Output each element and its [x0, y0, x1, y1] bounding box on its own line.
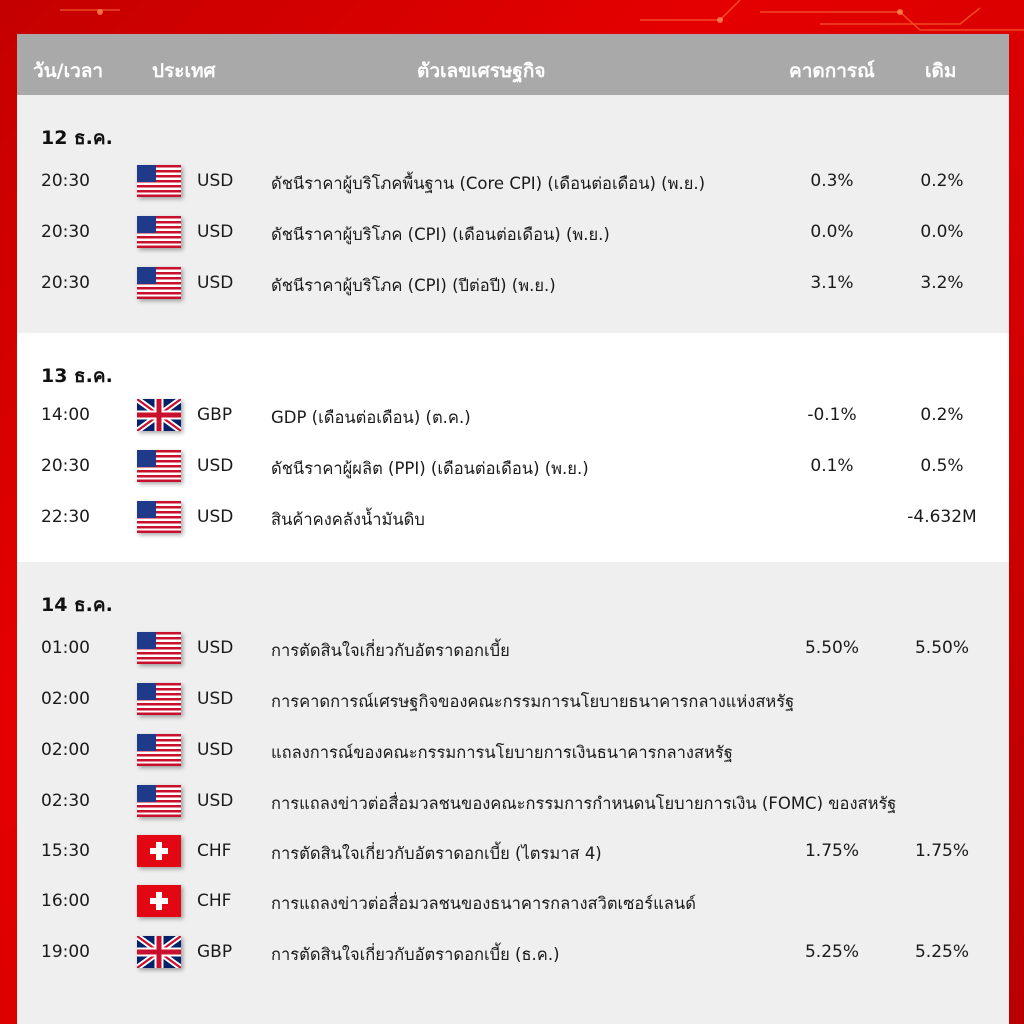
table-row — [17, 885, 1009, 921]
event-name: การแถลงข่าวต่อสื่อมวลชนของธนาคารกลางสวิตเซอร์แลนด์ — [271, 894, 696, 913]
previous-value: 5.25% — [914, 942, 969, 962]
previous-value: 0.5% — [920, 456, 964, 476]
event-name: แถลงการณ์ของคณะกรรมการนโยบายการเงินธนาคารกลางสหรัฐ — [271, 743, 733, 762]
event-time: 20:30 — [41, 456, 90, 476]
table-row — [17, 936, 1009, 972]
us-flag-icon — [137, 785, 181, 817]
uk-flag-icon — [137, 399, 181, 431]
us-flag-icon — [137, 267, 181, 299]
table-row — [17, 835, 1009, 871]
event-name: การตัดสินใจเกี่ยวกับอัตราดอกเบี้ย (ไตรมาส 4) — [271, 844, 602, 863]
previous-value: 3.2% — [920, 273, 964, 293]
table-row — [17, 267, 1009, 303]
table-row — [17, 632, 1009, 668]
currency-code: USD — [197, 791, 234, 811]
event-name: การตัดสินใจเกี่ยวกับอัตราดอกเบี้ย (ธ.ค.) — [271, 945, 560, 964]
day-section-12-dec — [17, 95, 1009, 333]
previous-value: 0.2% — [920, 405, 964, 425]
previous-value: 0.0% — [920, 222, 964, 242]
swiss-flag-icon — [137, 835, 181, 867]
us-flag-icon — [137, 165, 181, 197]
forecast-value: -0.1% — [807, 405, 857, 425]
us-flag-icon — [137, 216, 181, 248]
currency-code: USD — [197, 171, 234, 191]
table-row — [17, 683, 1009, 719]
event-name: การคาดการณ์เศรษฐกิจของคณะกรรมการนโยบายธนาคารกลางแห่งสหรัฐ — [271, 692, 795, 711]
event-name: GDP (เดือนต่อเดือน) (ต.ค.) — [271, 408, 471, 427]
event-time: 02:00 — [41, 740, 90, 760]
table-row — [17, 165, 1009, 201]
forecast-value: 1.75% — [804, 841, 859, 861]
currency-code: USD — [197, 456, 234, 476]
event-name: ดัชนีราคาผู้บริโภค (CPI) (เดือนต่อเดือน) (พ.ย.) — [271, 225, 610, 244]
forecast-value: 0.3% — [810, 171, 854, 191]
currency-code: CHF — [197, 841, 232, 861]
previous-value: 1.75% — [914, 841, 969, 861]
currency-code: USD — [197, 689, 234, 709]
event-time: 16:00 — [41, 891, 90, 911]
event-time: 14:00 — [41, 405, 90, 425]
forecast-value: 5.25% — [804, 942, 859, 962]
event-time: 02:00 — [41, 689, 90, 709]
table-row — [17, 450, 1009, 486]
header-country: ประเทศ — [152, 60, 216, 82]
table-row — [17, 399, 1009, 435]
currency-code: GBP — [197, 942, 233, 962]
economic-calendar-panel — [17, 34, 1009, 1024]
table-row — [17, 734, 1009, 770]
event-name: สินค้าคงคลังน้ำมันดิบ — [271, 510, 425, 529]
header-previous: เดิม — [925, 60, 957, 82]
currency-code: GBP — [197, 405, 233, 425]
table-row — [17, 501, 1009, 537]
swiss-flag-icon — [137, 885, 181, 917]
previous-value: 0.2% — [920, 171, 964, 191]
event-time: 20:30 — [41, 222, 90, 242]
day-label: 12 ธ.ค. — [41, 127, 113, 149]
forecast-value: 3.1% — [810, 273, 854, 293]
event-time: 01:00 — [41, 638, 90, 658]
forecast-value: 0.0% — [810, 222, 854, 242]
event-name: การตัดสินใจเกี่ยวกับอัตราดอกเบี้ย — [271, 641, 510, 660]
table-header — [17, 34, 1009, 95]
table-row — [17, 216, 1009, 252]
previous-value: -4.632M — [907, 507, 977, 527]
day-section-14-dec — [17, 562, 1009, 1024]
us-flag-icon — [137, 734, 181, 766]
event-name: ดัชนีราคาผู้บริโภค (CPI) (ปีต่อปี) (พ.ย.) — [271, 276, 556, 295]
forecast-value: 5.50% — [804, 638, 859, 658]
currency-code: USD — [197, 222, 234, 242]
event-name: การแถลงข่าวต่อสื่อมวลชนของคณะกรรมการกำหนดนโยบายการเงิน (FOMC) ของสหรัฐ — [271, 794, 897, 813]
us-flag-icon — [137, 683, 181, 715]
event-time: 20:30 — [41, 273, 90, 293]
header-indicator: ตัวเลขเศรษฐกิจ — [417, 60, 546, 82]
event-name: ดัชนีราคาผู้บริโภคพื้นฐาน (Core CPI) (เดือนต่อเดือน) (พ.ย.) — [271, 174, 706, 193]
uk-flag-icon — [137, 936, 181, 968]
previous-value: 5.50% — [914, 638, 969, 658]
currency-code: USD — [197, 740, 234, 760]
event-time: 02:30 — [41, 791, 90, 811]
us-flag-icon — [137, 632, 181, 664]
currency-code: USD — [197, 507, 234, 527]
currency-code: USD — [197, 638, 234, 658]
event-time: 15:30 — [41, 841, 90, 861]
currency-code: USD — [197, 273, 234, 293]
currency-code: CHF — [197, 891, 232, 911]
header-forecast: คาดการณ์ — [789, 60, 875, 82]
day-label: 13 ธ.ค. — [41, 365, 113, 387]
us-flag-icon — [137, 501, 181, 533]
us-flag-icon — [137, 450, 181, 482]
event-time: 19:00 — [41, 942, 90, 962]
day-label: 14 ธ.ค. — [41, 594, 113, 616]
event-time: 22:30 — [41, 507, 90, 527]
header-date-time: วัน/เวลา — [33, 60, 104, 82]
event-name: ดัชนีราคาผู้ผลิต (PPI) (เดือนต่อเดือน) (พ.ย.) — [271, 459, 589, 478]
table-row — [17, 785, 1009, 821]
day-section-13-dec — [17, 333, 1009, 562]
forecast-value: 0.1% — [810, 456, 854, 476]
event-time: 20:30 — [41, 171, 90, 191]
